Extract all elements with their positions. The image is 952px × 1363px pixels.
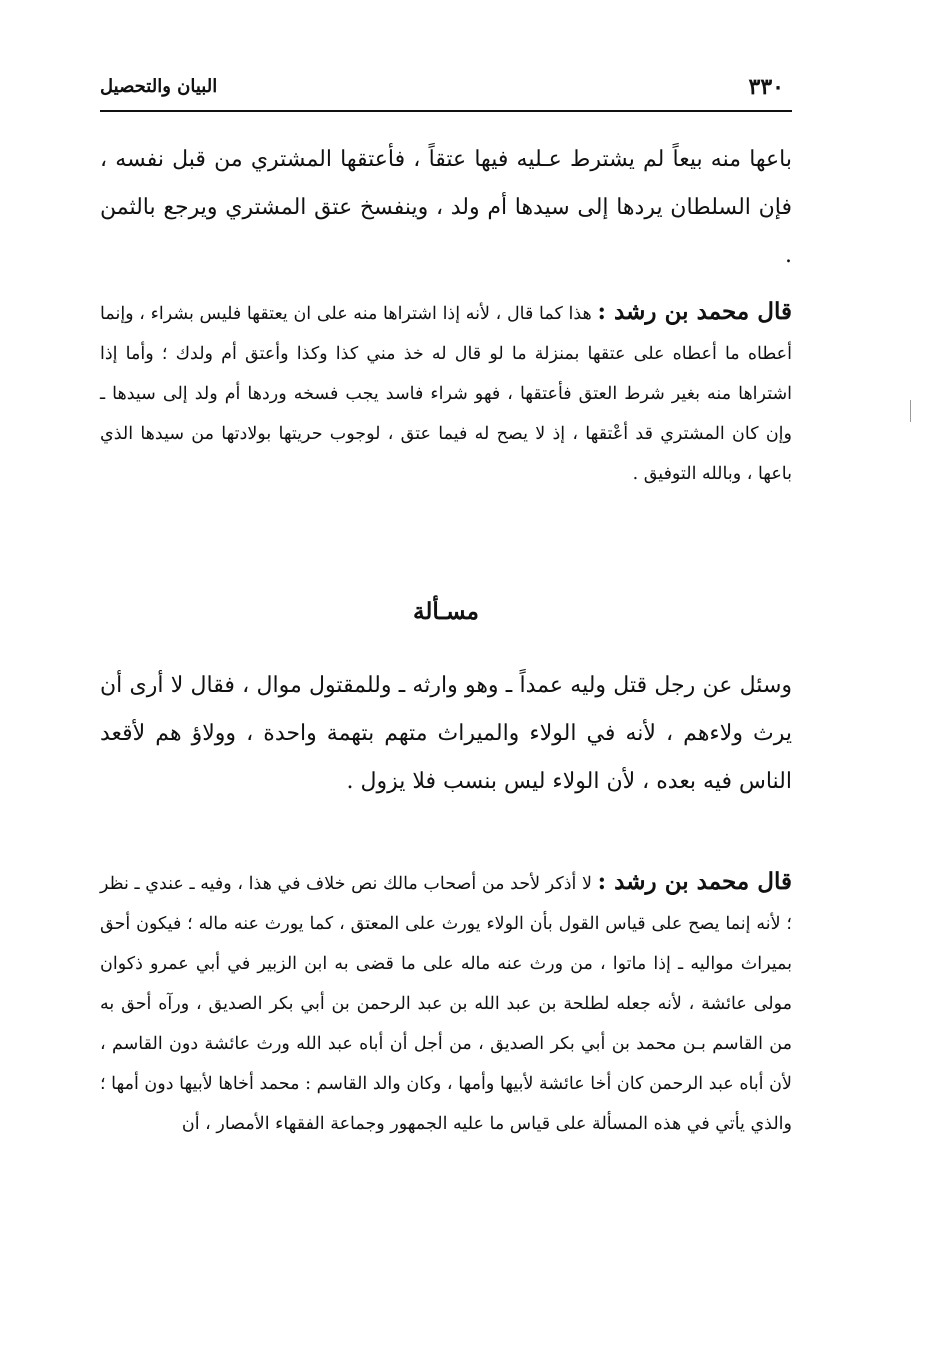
paragraph-3-text: وسئل عن رجل قتل وليه عمداً ـ وهو وارثه ـ وللمقتول موال ، فقال لا أرى أن يرث ولاءهم ، لأنه في الولاء والميراث متهم بتهمة واحدة ، وولاؤ هم لأقعد الناس فيه بعده ، لأن الولاء ليس بنسب فلا يزول . (100, 673, 792, 794)
speaker-label: قال محمد بن رشد : (597, 868, 792, 895)
paragraph-1-text: باعها منه بيعاً لم يشترط عـليه فيها عتقاً ، فأعتقها المشتري من قبل نفسه ، فإن السلطان يردها إلى سيدها أم ولد ، وينفسخ عتق المشتري ويرجع بالثمن . (100, 147, 792, 268)
paragraph-1 (100, 136, 792, 280)
paragraph-2 (100, 292, 792, 494)
paragraph-4-text: لا أذكر لأحد من أصحاب مالك نص خلاف في هذا ، وفيه ـ عندي ـ نظر ؛ لأنه إنما يصح على قياس القول بأن الولاء يورث على المعتق ، كما يورث عنه ماله ؛ فيكون أحق بميراث مواليه ـ إذا ماتوا ، من ورث عنه ماله على ما قضى به ابن الزبير في أبي عمرو ذكوان مولى عائشة ، لأنه جعله لطلحة بن عبد الله بن عبد الرحمن بن أبي بكر الصديق ، ورآه أحق به من القاسم بـن محمد بن أبي بكر الصديق ، من أجل أن أباه عبد الله ورث عائشة دون القاسم ، لأن أباه عبد الرحمن كان أخا عائشة لأبيها وأمها ، وكان والد القاسم : محمد أخاها لأبيها دون أمها ؛ والذي يأتي في هذه المسألة على قياس ما عليه الجمهور وجماعة الفقهاء الأمصار ، أن (100, 874, 792, 1134)
header-rule (100, 110, 792, 112)
section-heading: مسـألة (413, 598, 479, 625)
page-number: ٣٣٠ (748, 74, 784, 100)
paragraph-2-text: هذا كما قال ، لأنه إذا اشتراها منه على ان يعتقها فليس بشراء ، وإنما أعطاه ما أعطاه على عتقها بمنزلة ما لو قال له خذ مني كذا وكذا وأعتق أم ولدك ؛ وأما إذا اشتراها منه بغير شرط العتق فأعتقها ، فهو شراء فاسد يجب فسخه وردها أم ولد إلى سيدها ـ وإن كان المشتري قد أعْتقها ، إذ لا يصح له فيما عتق ، لوجوب حريتها بولادتها من سيدها الذي باعها ، وبالله التوفيق . (100, 304, 792, 484)
paragraph-4 (100, 862, 792, 1144)
paragraph-3 (100, 662, 792, 806)
book-title: البيان والتحصيل (100, 76, 218, 97)
running-header (100, 70, 790, 106)
speaker-label: قال محمد بن رشد : (597, 298, 792, 325)
margin-mark (910, 400, 911, 422)
